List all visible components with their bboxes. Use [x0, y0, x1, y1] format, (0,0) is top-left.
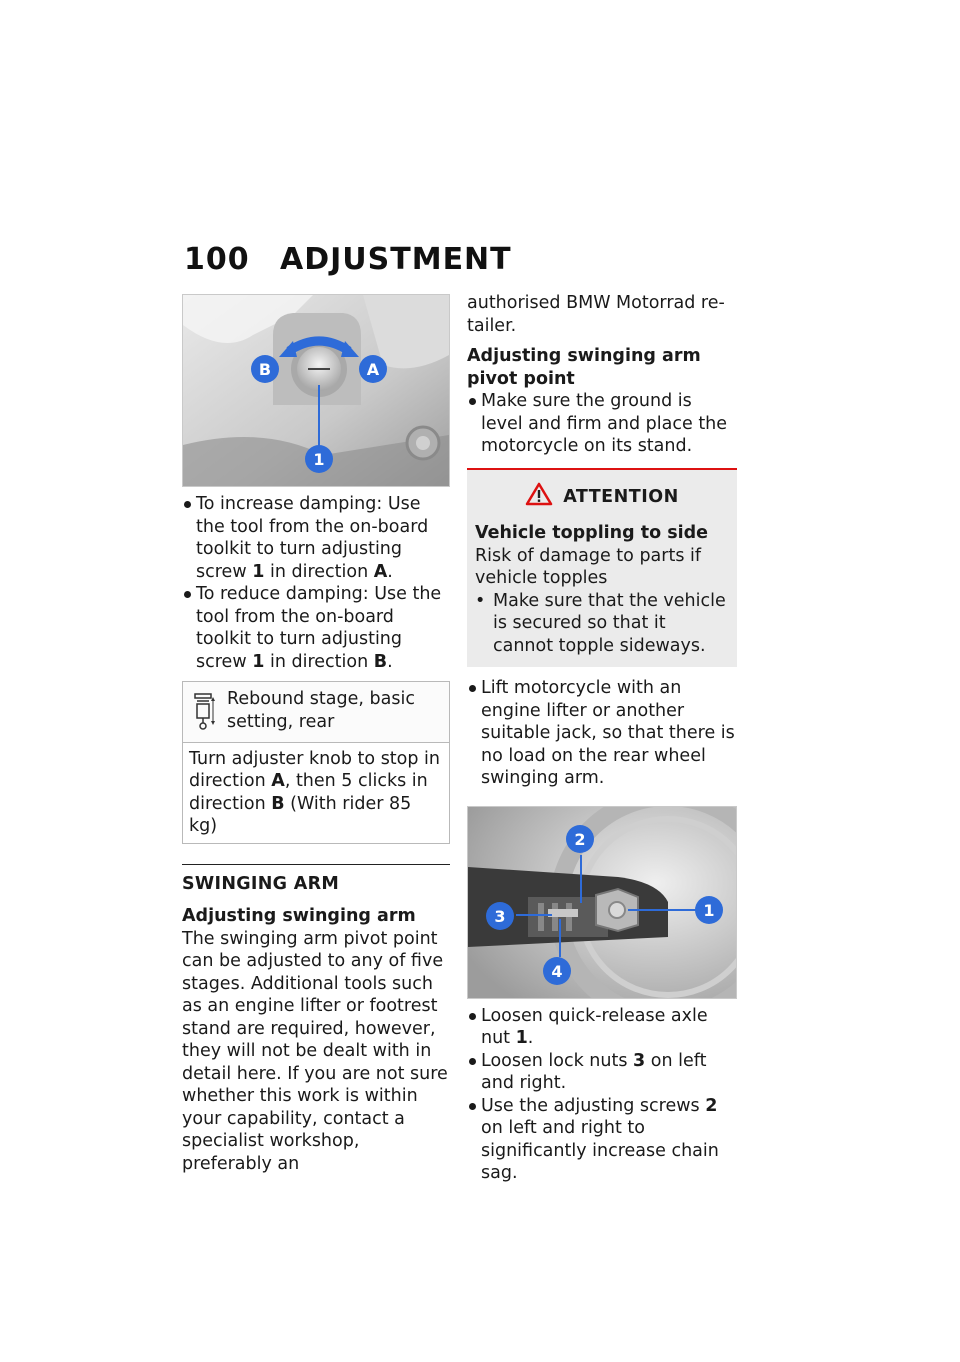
attention-heading: Vehicle toppling to side	[475, 523, 709, 543]
list-item: Use the adjusting screws 2 on left and right to significantly increase chain sag.	[467, 1095, 737, 1185]
section-divider	[182, 864, 450, 865]
subsection-title: Adjusting swinging arm pivot point	[467, 346, 701, 389]
list-item: Loosen quick-release axle nut 1.	[467, 1005, 737, 1050]
setting-table	[182, 681, 450, 844]
continued-text: authorised BMW Motorrad re-tailer.	[467, 293, 725, 336]
right-column	[467, 292, 737, 1185]
page-header	[184, 242, 512, 277]
setting-title: Rebound stage, basic setting, rear	[227, 689, 415, 732]
setting-value: Turn adjuster knob to stop in direction A, then 5 clicks in direction B (With rider 85 kg)	[189, 748, 440, 836]
list-item: Loosen lock nuts 3 on left and right.	[467, 1050, 737, 1095]
left-column	[182, 294, 450, 1175]
marker-3-label: 3	[494, 906, 506, 926]
damping-instructions	[182, 493, 450, 673]
attention-item: • Make sure that the vehicle is secured so that it cannot topple sideways.	[475, 590, 729, 658]
list-item: To increase damping: Use the tool from the on-board toolkit to turn adjusting screw 1 in direction A.	[182, 493, 450, 583]
section-title: SWINGING ARM	[182, 873, 340, 894]
warning-triangle-icon	[525, 482, 553, 513]
rebound-adjuster-illustration	[183, 295, 449, 486]
attention-risk: Risk of damage to parts if vehicle topples	[475, 545, 702, 588]
marker-b-label: B	[258, 360, 272, 379]
shock-absorber-icon	[191, 688, 227, 737]
marker-1-label: 1	[703, 900, 715, 920]
marker-a-label: A	[366, 360, 380, 379]
attention-box	[467, 468, 737, 668]
setting-header	[183, 682, 449, 743]
subsection-title: Adjusting swinging arm	[182, 906, 416, 926]
axle-instructions	[467, 1005, 737, 1185]
rebound-adjuster-figure	[182, 294, 450, 487]
section-body: The swinging arm pivot point can be adjusted to any of five stages. Additional tools such as an engine lifter or footrest stand are required, however, they will not be dealt with in detail here. If you are not sure whether this work is within your capability, contact a specialist workshop, preferably an	[182, 928, 448, 1174]
attention-header	[475, 482, 729, 513]
marker-4-label: 4	[551, 961, 563, 981]
swinging-arm-figure	[467, 806, 737, 999]
list-item: To reduce damping: Use the tool from the on-board toolkit to turn adjusting screw 1 in direction B.	[182, 583, 450, 673]
list-item: Make sure the ground is level and firm and place the motorcycle on its stand.	[467, 390, 737, 458]
marker-1-label: 1	[313, 450, 325, 469]
list-item: Lift motorcycle with an engine lifter or another suitable jack, so that there is no load on the rear wheel swinging arm.	[467, 677, 737, 790]
swinging-arm-illustration	[468, 807, 736, 998]
attention-label: ATTENTION	[563, 486, 679, 507]
page-number: 100	[184, 242, 250, 277]
page-title: ADJUSTMENT	[280, 242, 512, 277]
marker-2-label: 2	[574, 829, 586, 849]
